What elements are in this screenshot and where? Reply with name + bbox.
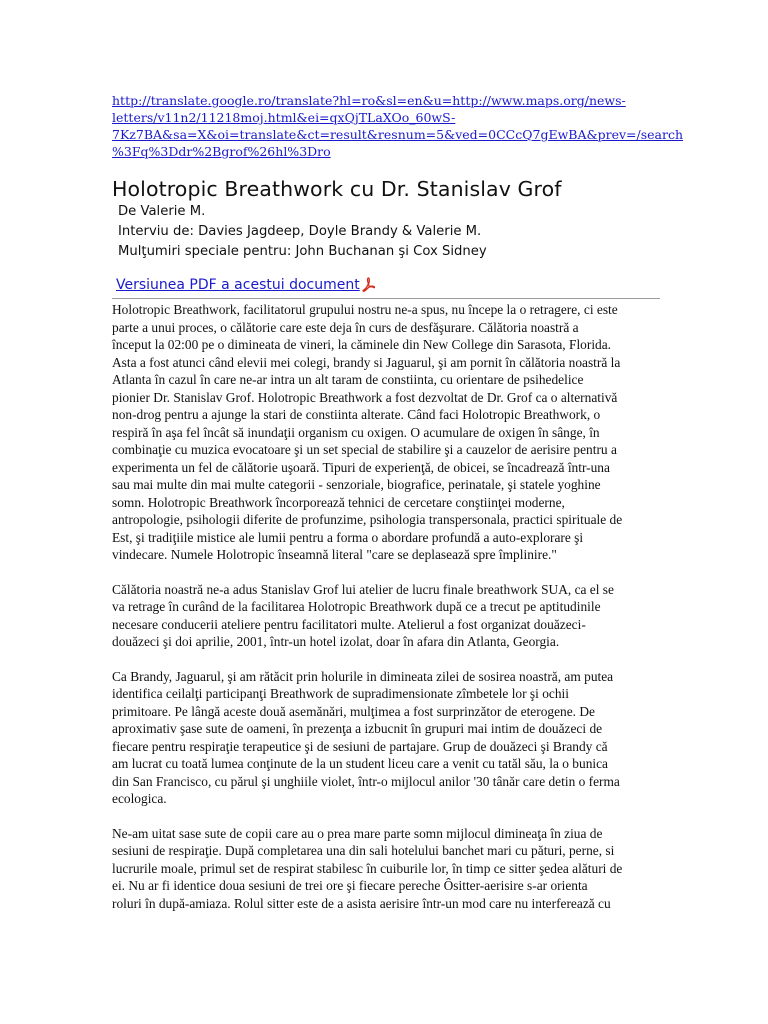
paragraph-line: lucrurile moale, primul set de respirat stabilesc în cuiburile lor, în timp ce sitter şedea alături de <box>112 860 623 876</box>
paragraph-line: va retrage în curând de la facilitarea Holotropic Breathwork după ce a trecut pe aptitudinile <box>112 599 601 614</box>
author-line: De Valerie M. <box>118 204 206 219</box>
paragraph-line: identifica ceilalţi participanţi Breathwork de supradimensionate zîmbetele lor şi ochii <box>112 686 569 701</box>
paragraph-line: combinaţie cu muzica evocatoare şi un set special de stabilire şi a cauzelor de aerisire pentru a <box>112 442 617 457</box>
source-url-link[interactable]: http://translate.google.ro/translate?hl=ro&sl=en&u=http://www.maps.org/news- letters/v11n2/11218moj.html&ei=qxQjTLaXOo_60wS- 7Kz7BA&sa=X&oi=translate&ct=result&resnum=5&ved=0CCcQ7gEwBA&prev=/search %3Fq%3Ddr%2Bgrof%26hl%3Dro <box>112 93 684 159</box>
paragraph-line: Est, şi tradiţiile mistice ale lumii pentru a forma o abordare profundă a auto-explorare şi <box>112 529 584 545</box>
paragraph-gap <box>112 808 688 825</box>
paragraph-line: din San Francisco, cu părul şi unghiile violet, într-o mijlocul anilor '30 tânăr care detin o ferma <box>112 773 620 789</box>
paragraph-line: Holotropic Breathwork, facilitatorul grupului nostru ne-a spus, nu începe la o retragere, ci este <box>112 302 618 317</box>
paragraph <box>112 581 688 651</box>
paragraph-line: început la 02:00 pe o dimineata de vineri, la căminele din New College din Sarasota, Florida. <box>112 337 612 352</box>
paragraph-line: Ca Brandy, Jaguarul, şi am rătăcit prin holurile in dimineata zilei de sosirea noastră, am putea <box>112 668 614 684</box>
paragraph-line: vindecare. Numele Holotropic înseamnă literal "care se deplasează spre împlinire." <box>112 547 557 562</box>
paragraph-line: experimenta un fel de călătorie uşoară. Tipuri de experienţă, de obicei, se încadrează într-una <box>112 459 610 475</box>
page-title: Holotropic Breathwork cu Dr. Stanislav Grof <box>112 177 562 201</box>
paragraph-line: am lucrat cu toată lumea conţinute de la un student liceu care a venit cu tatăl său, la o bunica <box>112 756 608 771</box>
paragraph-line: roluri în după-amiaza. Rolul sitter este de a asista aerisire într-un mod care nu interferează cu <box>112 895 611 911</box>
paragraph-line: necesare conducerii ateliere pentru facilitatori multe. Atelierul a fost organizat douăzeci- <box>112 616 586 632</box>
paragraph-line: Atlanta în cazul în care ne-ar intra un alt taram de constiinta, cu orientare de psihedelice <box>112 372 584 387</box>
paragraph-line: fiecare pentru respiraţie terapeutice şi de sesiuni de partajare. Grup de douăzeci şi Brandy că <box>112 738 608 754</box>
paragraph-line: pionier Dr. Stanislav Grof. Holotropic Breathwork a fost dezvoltat de Dr. Grof ca o alternativă <box>112 389 618 405</box>
article-body <box>112 301 688 912</box>
paragraph-line: aproximativ şase sute de oameni, în prezenţa a izbucnit în grupuri mai intim de douăzeci de <box>112 721 603 736</box>
paragraph-line: douăzeci şi doi aprilie, 2001, într-un hotel izolat, doar în afara din Atlanta, Georgia. <box>112 634 560 649</box>
paragraph-line: somn. Holotropic Breathwork încorporează tehnici de cercetare conştiinţei moderne, <box>112 494 565 510</box>
pdf-icon[interactable] <box>362 277 375 299</box>
paragraph-line: Asta a fost atunci când elevii mei colegi, brandy si Jaguarul, şi am pornit în călătoria noastră la <box>112 354 621 370</box>
paragraph-line: ei. Nu ar fi identice doua sesiuni de trei ore şi fiecare pereche Ôsitter-aerisire s-ar orienta <box>112 878 588 893</box>
paragraph-line: sesiuni de respiraţie. După completarea una din sali hotelului banchet mari cu pături, perne, si <box>112 843 615 858</box>
thanks-line: Mulţumiri speciale pentru: John Buchanan şi Cox Sidney <box>118 244 487 259</box>
paragraph-line: antropologie, psihologii diferite de profunzime, psihologia transpersonala, practici spirituale de <box>112 512 623 527</box>
pdf-version-link[interactable]: Versiunea PDF a acestui document <box>116 277 360 293</box>
paragraph-line: Ne-am uitat sase sute de copii care au o prea mare parte somn mijlocul dimineaţa în ziua de <box>112 825 603 841</box>
paragraph-line: primitoare. Pe lângă aceste două asemănări, mulţimea a fost surprinzător de eterogene. De <box>112 703 595 719</box>
paragraph <box>112 825 688 913</box>
paragraph-line: ecologica. <box>112 791 167 806</box>
paragraph-line: parte a unui proces, o călătorie care este deja în curs de desfăşurare. Călătoria noastră a <box>112 319 579 335</box>
paragraph-gap <box>112 651 688 668</box>
paragraph-line: sau mai multe din mai multe categorii - senzoriale, biografice, perinatale, şi statele yoghine <box>112 477 601 492</box>
document-page <box>112 92 688 912</box>
paragraph-line: respiră în aşa fel încât să inundaţii organism cu oxigen. O acumulare de oxigen în sânge, în <box>112 424 600 440</box>
interview-line: Interviu de: Davies Jagdeep, Doyle Brandy & Valerie M. <box>118 224 482 239</box>
paragraph-line: non-drog pentru a ajunge la stari de constiinta alterate. Când faci Holotropic Breathwork, o <box>112 407 601 422</box>
paragraph-line: Călătoria noastră ne-a adus Stanislav Grof lui atelier de lucru finale breathwork SUA, ca el se <box>112 581 614 597</box>
paragraph <box>112 668 688 808</box>
pdf-row <box>112 274 660 299</box>
paragraph-gap <box>112 564 688 581</box>
paragraph <box>112 301 688 564</box>
